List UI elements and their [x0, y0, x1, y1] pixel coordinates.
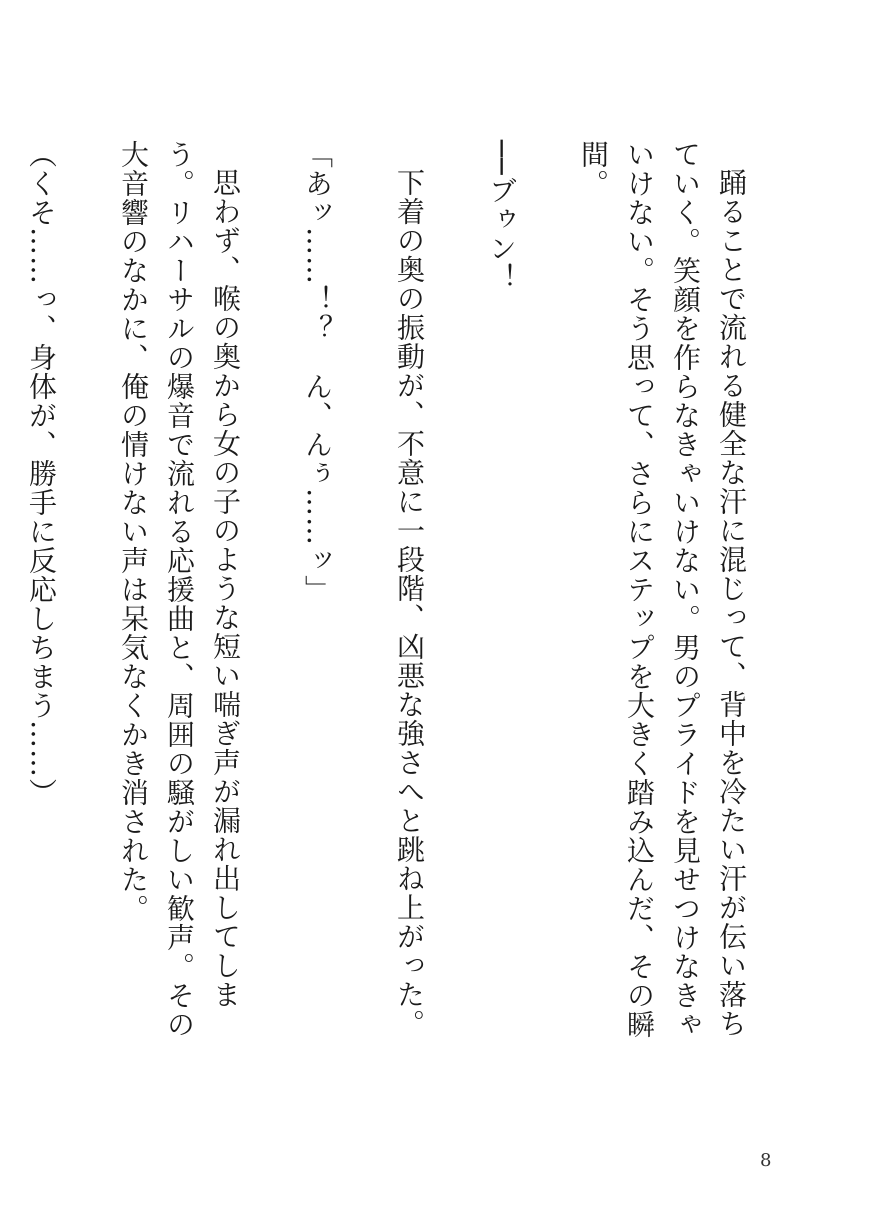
- blank-line: [340, 140, 386, 1040]
- blank-line: [64, 140, 110, 1040]
- blank-line: [432, 140, 478, 1040]
- paragraph: ──ブゥン！: [485, 140, 518, 292]
- paragraph: 踊ることで流れる健全な汗に混じって、背中を冷たい汗が伝い落ちていく。笑顔を作らなきゃいけない。男のプライドを見せつけなきゃいけない。そう思って、さらにステップを大きく踏み込んだ、その瞬間。: [577, 140, 748, 1039]
- paragraph: 下着の奥の振動が、不意に一段階、凶悪な強さへと跳ね上がった。: [393, 168, 426, 1038]
- paragraph: （くそ……っ、身体が、勝手に反応しちまう……）: [25, 140, 58, 807]
- vertical-body-text: [0, 140, 754, 1040]
- blank-line: [248, 140, 294, 1040]
- blank-line: [0, 140, 18, 1040]
- blank-line: [524, 140, 570, 1040]
- paragraph: 「あッ……！？ ん、んぅ……ッ」: [301, 140, 334, 604]
- paragraph: 思わず、喉の奥から女の子のような短い喘ぎ声が漏れ出してしまう。リハーサルの爆音で流れる応援曲と、周囲の騒がしい歓声。その大音響のなかに、俺の情けない声は呆気なくかき消された。: [117, 140, 242, 1039]
- page-number: 8: [760, 1150, 772, 1171]
